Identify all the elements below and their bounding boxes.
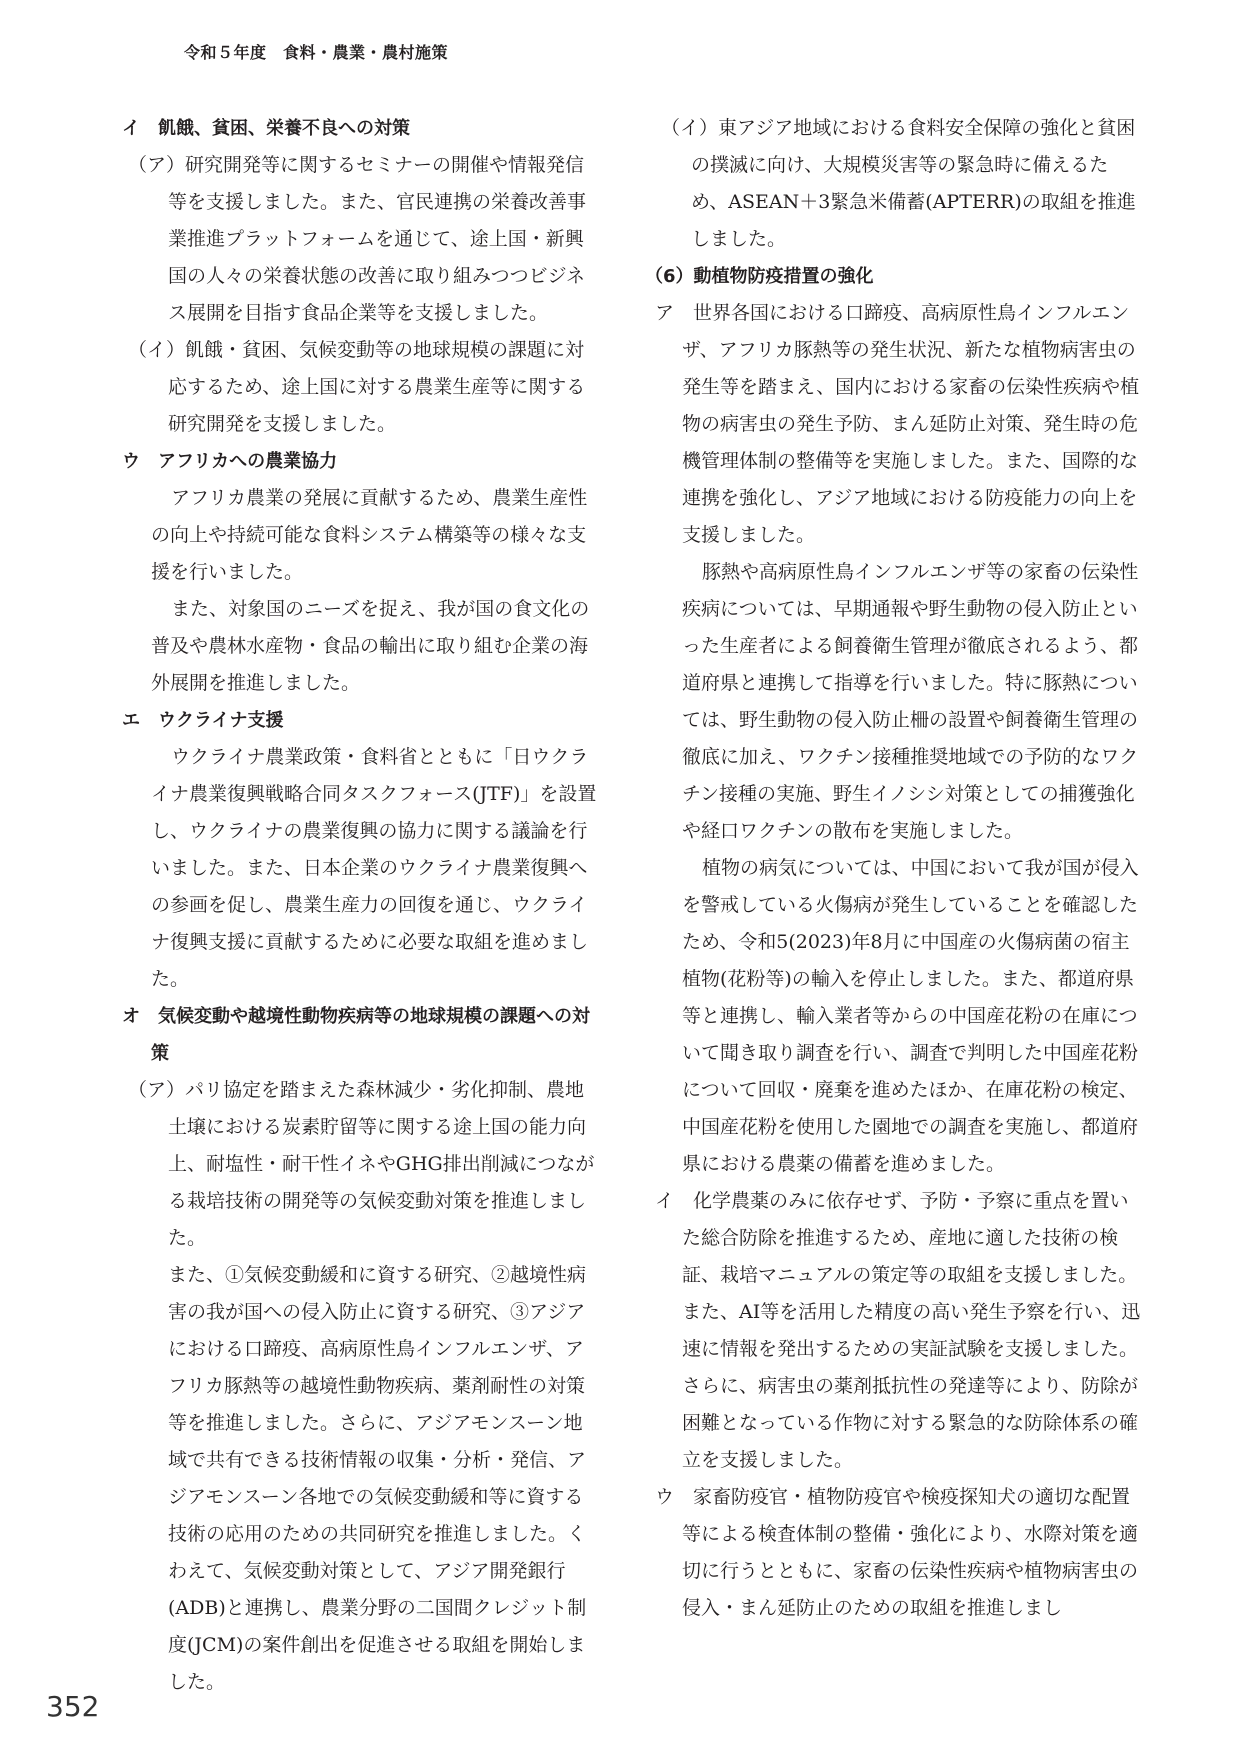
right-column (645, 110, 1145, 1627)
section-heading: エ ウクライナ支援 (122, 710, 284, 731)
paragraph: （ア）パリ協定を踏まえた森林減少・劣化抑制、農地土壌における炭素貯留等に関する途上国の能力向上、耐塩性・耐干性イネやGHG排出削減につながる栽培技術の開発等の気候変動対策を推進しました。 (128, 1079, 595, 1249)
left-column (122, 110, 597, 1701)
paragraph: また、①気候変動緩和に資する研究、②越境性病害の我が国への侵入防止に資する研究、③アジアにおける口蹄疫、高病原性鳥インフルエンザ、アフリカ豚熱等の越境性動物疾病、薬剤耐性の対策等を推進しました。さらに、アジアモンスーン地域で共有できる技術情報の収集・分析・発信、アジアモンスーン各地での気候変動緩和等に資する技術の応用のための共同研究を推進しました。くわえて、気候変動対策として、アジア開発銀行(ADB)と連携し、農業分野の二国間クレジット制度(JCM)の案件創出を促進させる取組を開始しました。 (168, 1264, 587, 1693)
section-heading: ウ アフリカへの農業協力 (122, 451, 338, 472)
running-header: 令和５年度 食料・農業・農村施策 (184, 43, 449, 62)
section-heading: （6）動植物防疫措置の強化 (645, 266, 874, 287)
paragraph: また、対象国のニーズを捉え、我が国の食文化の普及や農林水産物・食品の輸出に取り組む企業の海外展開を推進しました。 (151, 598, 590, 694)
paragraph: ア 世界各国における口蹄疫、高病原性鳥インフルエンザ、アフリカ豚熱等の発生状況、新たな植物病害虫の発生等を踏まえ、国内における家畜の伝染性疾病や植物の病害虫の発生予防、まん延防止対策、発生時の危機管理体制の整備等を実施しました。また、国際的な連携を強化し、アジア地域における防疫能力の向上を支援しました。 (655, 302, 1140, 546)
paragraph: 豚熱や高病原性鳥インフルエンザ等の家畜の伝染性疾病については、早期通報や野生動物の侵入防止といった生産者による飼養衛生管理が徹底されるよう、都道府県と連携して指導を行いました。特に豚熱については、野生動物の侵入防止柵の設置や飼養衛生管理の徹底に加え、ワクチン接種推奨地域での予防的なワクチン接種の実施、野生イノシシ対策としての捕獲強化や経口ワクチンの散布を実施しました。 (682, 561, 1139, 842)
paragraph: （イ）飢餓・貧困、気候変動等の地球規模の課題に対応するため、途上国に対する農業生産等に関する研究開発を支援しました。 (128, 339, 586, 435)
paragraph: ウクライナ農業政策・食料省とともに「日ウクライナ農業復興戦略合同タスクフォース(JTF)」を設置し、ウクライナの農業復興の協力に関する議論を行いました。また、日本企業のウクライナ農業復興への参画を促し、農業生産力の回復を通じ、ウクライナ復興支援に貢献するために必要な取組を進めました。 (151, 746, 597, 990)
paragraph: アフリカ農業の発展に貢献するため、農業生産性の向上や持続可能な食料システム構築等の様々な支援を行いました。 (151, 487, 588, 583)
paragraph: 植物の病気については、中国において我が国が侵入を警戒している火傷病が発生していることを確認したため、令和5(2023)年8月に中国産の火傷病菌の宿主植物(花粉等)の輸入を停止しました。また、都道府県等と連携し、輸入業者等からの中国産花粉の在庫について聞き取り調査を行い、調査で判明した中国産花粉について回収・廃棄を進めたほか、在庫花粉の検定、中国産花粉を使用した園地での調査を実施し、都道府県における農薬の備蓄を進めました。 (682, 857, 1139, 1175)
section-heading: オ 気候変動や越境性動物疾病等の地球規模の課題への対策 (122, 1006, 590, 1064)
paragraph: ウ 家畜防疫官・植物防疫官や検疫探知犬の適切な配置等による検査体制の整備・強化により、水際対策を適切に行うとともに、家畜の伝染性疾病や植物病害虫の侵入・まん延防止のための取組を推進しまし (655, 1486, 1139, 1619)
page-number: 352 (46, 1690, 100, 1723)
paragraph: （イ）東アジア地域における食料安全保障の強化と貧困の撲滅に向け、大規模災害等の緊急時に備えるため、ASEAN＋3緊急米備蓄(APTERR)の取組を推進しました。 (661, 117, 1136, 250)
paragraph: （ア）研究開発等に関するセミナーの開催や情報発信等を支援しました。また、官民連携の栄養改善事業推進プラットフォームを通じて、途上国・新興国の人々の栄養状態の改善に取り組みつつビジネス展開を目指す食品企業等を支援しました。 (128, 154, 587, 324)
paragraph: イ 化学農薬のみに依存せず、予防・予察に重点を置いた総合防除を推進するため、産地に適した技術の検証、栽培マニュアルの策定等の取組を支援しました。また、AI等を活用した精度の高い発生予察を行い、迅速に情報を発出するための実証試験を支援しました。さらに、病害虫の薬剤抵抗性の発達等により、防除が困難となっている作物に対する緊急的な防除体系の確立を支援しました。 (655, 1190, 1141, 1471)
section-heading: イ 飢餓、貧困、栄養不良への対策 (122, 118, 410, 139)
